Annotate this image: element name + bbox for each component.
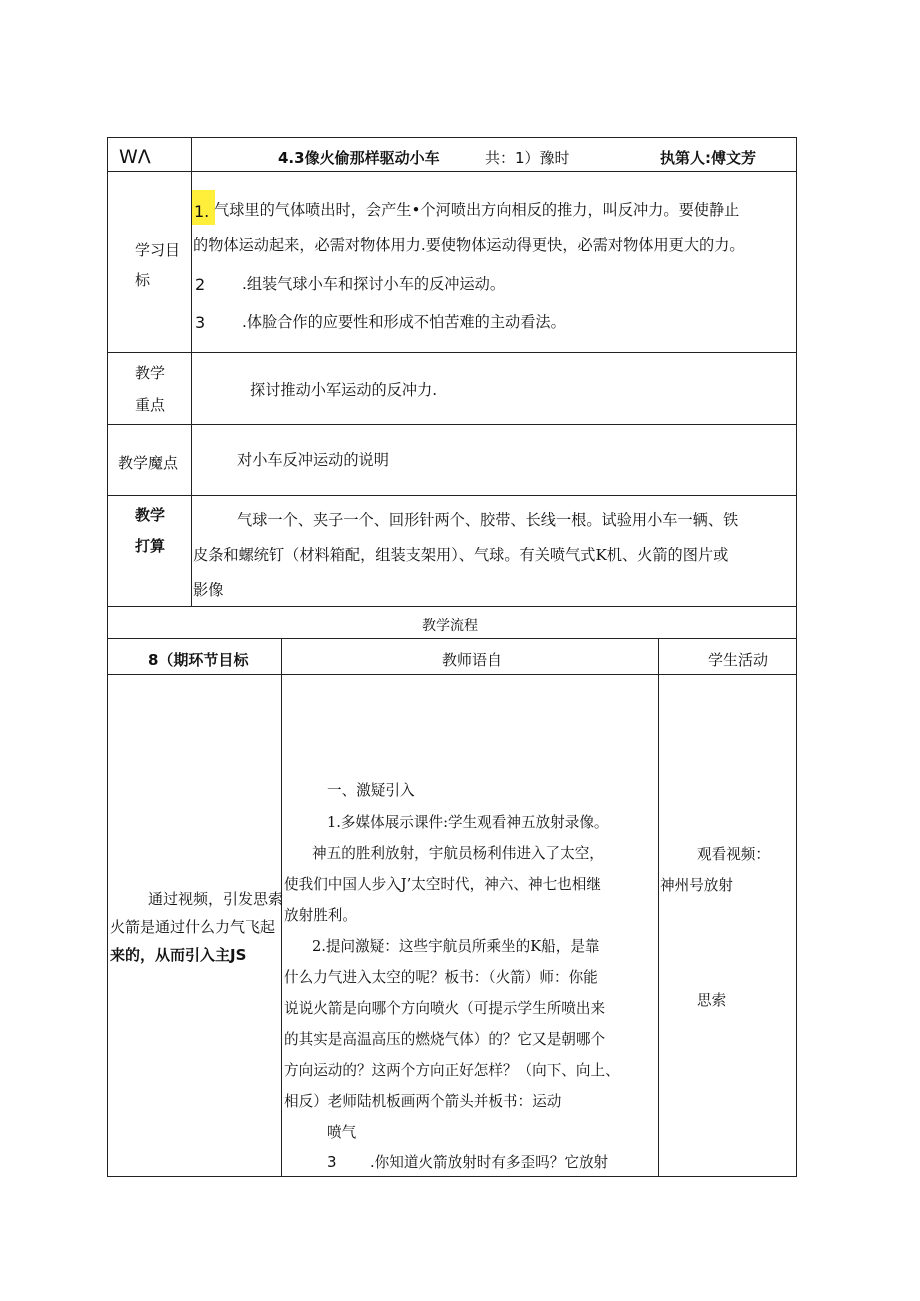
teacher-line: .你知道火箭放射时有多歪吗？它放射 <box>370 1154 609 1171</box>
objective-1-number: 1. <box>194 202 210 221</box>
goal-line-2: 火箭是通过什么力气飞起 <box>110 918 276 936</box>
lesson-title: 4.3像火偷那样驱动小车 <box>278 149 440 167</box>
goal-line-3: 来的，从而引入主JS <box>110 946 247 964</box>
student-activity-line: 神州号放射 <box>660 877 733 894</box>
objectives-label-2: 标 <box>135 271 151 289</box>
objective-2-text: .组装气球小车和探讨小车的反冲运动。 <box>242 275 506 293</box>
teacher-line-number: 3 <box>327 1153 337 1171</box>
table-border-right <box>796 137 797 1177</box>
teacher-line: 相反）老师陆机板画两个箭头并板书：运动 <box>284 1093 562 1110</box>
goal-line-1: 通过视频，引发思索 <box>148 890 284 908</box>
row-divider <box>107 674 797 675</box>
class-hours: 共：1）豫时 <box>485 149 570 167</box>
teacher-line: 喷气 <box>327 1124 357 1141</box>
author: 执第人:傅文芳 <box>660 149 756 167</box>
student-activity-line: 思索 <box>697 992 727 1009</box>
preparation-line-2: 皮条和螺统钉（材料箱配，组装支架用）、气球。有关喷气式K机、火箭的图片或 <box>193 546 729 564</box>
objectives-label: 学习目 <box>135 241 181 259</box>
col-divider-student <box>658 638 659 1176</box>
focus-label: 教学 <box>135 364 166 382</box>
table-border-bottom <box>107 1176 797 1177</box>
column-header-goal: 8（期环节目标 <box>148 651 249 669</box>
header-code: WΛ <box>119 146 151 168</box>
table-border-left <box>107 137 108 1177</box>
preparation-label: 教学 <box>135 506 166 524</box>
row-divider <box>107 495 797 496</box>
objective-3-text: .体脸合作的应要性和形成不怕苦难的主动看法。 <box>242 313 566 331</box>
objective-1-line-1: 气球里的气体喷出时，会产生•个河喷出方向相反的推力，叫反冲力。要使静止 <box>214 201 740 219</box>
row-divider <box>107 352 797 353</box>
preparation-label-2: 打算 <box>135 537 166 555</box>
row-divider <box>107 171 797 172</box>
objective-1-line-2: 的物体运动起来，必需对物体用力.要使物体运动得更快，必需对物体用更大的力。 <box>193 236 745 254</box>
teacher-line: 神五的胜利放射，宇航员杨利伟进入了太空， <box>312 845 604 862</box>
column-header-student: 学生活动 <box>708 651 769 669</box>
teacher-line: 方向运动的？这两个方向正好怎样？（向下、向上、 <box>284 1062 620 1079</box>
difficulty-text: 对小车反冲运动的说明 <box>237 451 389 469</box>
objective-2-number: 2 <box>195 275 206 294</box>
row-divider <box>107 638 797 639</box>
row-divider <box>107 424 797 425</box>
teacher-line: 什么力气进入太空的呢？板书：（火箭）师：你能 <box>284 969 598 986</box>
column-header-teacher: 教师语自 <box>442 651 503 669</box>
teacher-line: 2.提问激疑：这些宇航员所乘坐的K船，是靠 <box>312 938 600 955</box>
preparation-line-1: 气球一个、夹子一个、回形针两个、胶带、长线一根。试验用小车一辆、铁 <box>237 511 739 529</box>
preparation-line-3: 影像 <box>193 581 224 599</box>
difficulty-label: 教学魔点 <box>118 454 179 472</box>
teacher-line: 使我们中国人步入J’太空时代，神六、神七也相继 <box>284 876 601 893</box>
teacher-line: 放射胜利。 <box>284 907 357 924</box>
student-activity-line: 观看视频： <box>697 846 770 863</box>
focus-label-2: 重点 <box>135 396 166 414</box>
table-border-top <box>107 137 797 138</box>
teacher-line: 的其实是高温高压的燃烧气体）的？它又是朝哪个 <box>284 1031 606 1048</box>
teacher-line: 一、激疑引入 <box>327 782 415 799</box>
focus-text: 探讨推动小军运动的反冲力. <box>250 381 438 399</box>
row-divider <box>107 606 797 607</box>
process-title: 教学流程 <box>422 618 478 634</box>
teacher-line: 说说火箭是向哪个方向喷火（可提示学生所喷出来 <box>284 1000 606 1017</box>
teacher-line: 1.多媒体展示课件:学生观看神五放射录像。 <box>327 814 609 831</box>
objective-3-number: 3 <box>195 313 206 332</box>
